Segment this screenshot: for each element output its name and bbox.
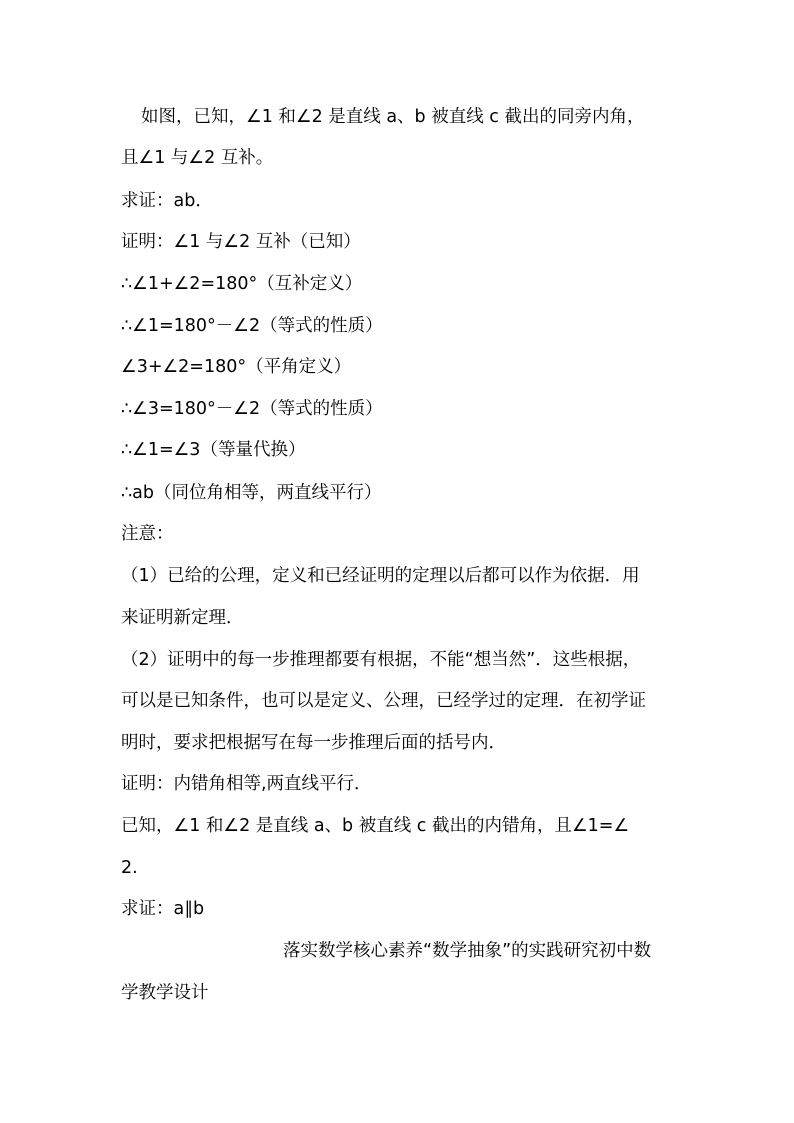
problem-statement-line-1: 如图，已知，∠1 和∠2 是直线 a、b 被直线 c 截出的同旁内角， (141, 107, 645, 127)
note-2-line-3: 明时，要求把根据写在每一步推理后面的括号内． (121, 733, 506, 753)
note-1-line-1: （1）已给的公理，定义和已经证明的定理以后都可以作为依据．用 (121, 566, 640, 586)
to-prove-line: 求证：ab． (121, 191, 213, 211)
note-2-line-1: （2）证明中的每一步推理都要有根据，不能“想当然”．这些根据， (121, 650, 641, 670)
given-line-1: 已知，∠1 和∠2 是直线 a、b 被直线 c 截出的内错角，且∠1=∠ (121, 816, 630, 836)
proof-step-4: ∠3+∠2=180°（平角定义） (121, 357, 352, 377)
note-1-line-2: 来证明新定理． (121, 608, 244, 628)
proof-step-2: ∴∠1+∠2=180°（互补定义） (121, 274, 363, 294)
given-line-2: 2. (121, 858, 138, 878)
note-heading: 注意： (121, 524, 174, 544)
proof-step-1: 证明：∠1 与∠2 互补（已知） (121, 232, 361, 252)
to-prove-parallel: 求证：a∥b (121, 899, 205, 919)
document-title-line-2: 学教学设计 (121, 983, 209, 1003)
proof-step-5: ∴∠3=180°－∠2（等式的性质） (121, 399, 383, 419)
proof-conclusion: ∴ab（同位角相等，两直线平行） (121, 483, 382, 503)
proof-step-6: ∴∠1=∠3（等量代换） (121, 440, 306, 460)
problem-statement-line-2: 且∠1 与∠2 互补。 (121, 148, 274, 168)
note-2-line-2: 可以是已知条件，也可以是定义、公理，已经学过的定理．在初学证 (121, 691, 646, 711)
document-title-line-1: 落实数学核心素养“数学抽象”的实践研究初中数 (283, 941, 652, 961)
theorem-statement: 证明：内错角相等,两直线平行． (121, 774, 372, 794)
proof-step-3: ∴∠1=180°－∠2（等式的性质） (121, 316, 383, 336)
